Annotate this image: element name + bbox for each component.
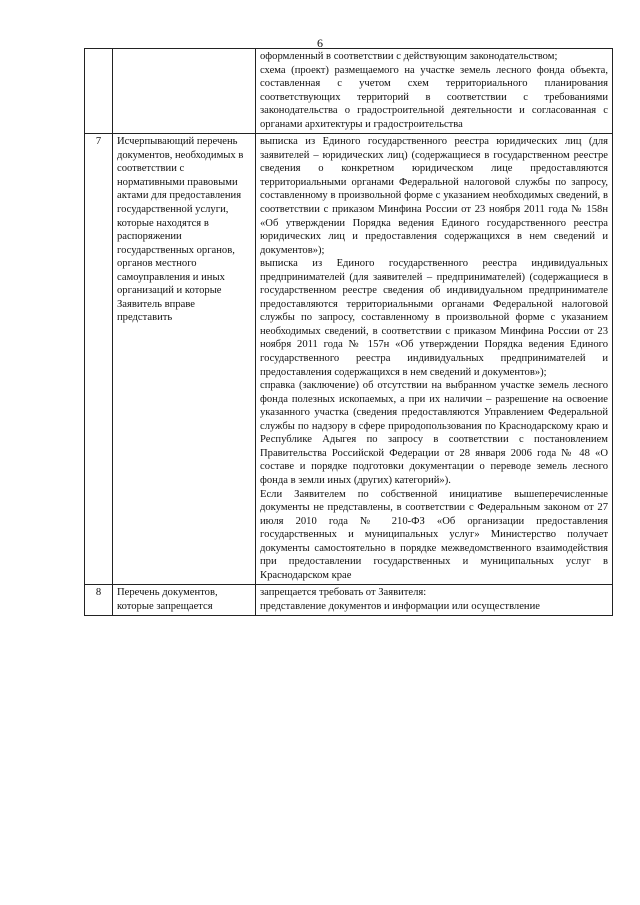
row-content [256,49,613,134]
row-title: Исчерпывающий перечень документов, необходимых в соответствии с нормативными правовыми актами для предоставления государственной услуги, которые находятся в распоряжении государственных органов, органов местного самоуправления и иных организаций и которые Заявитель вправе представить [113,134,256,585]
content-paragraph: схема (проект) размещаемого на участке земель лесного фонда объекта, составленная с учетом схем территориального планирования соответствующих территорий в соответствии с требованиями законодательства о градостроительной деятельности и согласованная с органами архитектуры и градостроительства [260,64,608,130]
content-paragraph: справка (заключение) об отсутствии на выбранном участке земель лесного фонда полезных ископаемых, а при их наличии – разрешение на освоение указанного участка (сведения предоставляются Управлением Федеральной службы по надзору в сфере природопользования по Краснодарскому краю и Республике Адыгея по запросу в соответствии с постановлением Правительства Российской Федерации от 28 января 2006 года № 48 «О составе и порядке подготовки документации о переводе земель лесного фонда в земли иных (других) категорий»). [260,380,608,486]
row-content [256,134,613,585]
table-row [85,134,613,585]
table-row [85,49,613,134]
table-row [85,585,613,616]
content-paragraph: запрещается требовать от Заявителя: [260,587,427,599]
row-number: 7 [85,134,113,585]
content-paragraph: выписка из Единого государственного реестра юридических лиц (для заявителей – юридических лиц) (содержащиеся в государственном реестре сведения о конкретном юридическом лице предоставляются территориальными органами Федеральной налоговой службы по запросу, составленному в произвольной форме с указанием необходимых сведений, в соответствии с приказом Минфина России от 23 ноября 2011 года № 158н «Об утверждении Порядка ведения Единого государственного реестра юридических лиц и предоставления содержащихся в нем сведений и документов»); [260,136,608,256]
regulation-table [84,48,613,616]
row-number [85,49,113,134]
row-title [113,49,256,134]
content-paragraph: оформленный в соответствии с действующим законодательством; [260,51,558,62]
content-paragraph: выписка из Единого государственного реестра индивидуальных предпринимателей (для заявителей – предпринимателей) (содержащиеся в государственном реестре сведения об индивидуальном предпринимателе предоставляются территориальными органами Федеральной налоговой службы по запросу, составленному в произвольной форме с указанием необходимых сведений, в соответствии с приказом Минфина России от 23 ноября 2011 года № 157н «Об утверждении Порядка ведения Единого государственного реестра индивидуальных предпринимателей и предоставления содержащихся в нем сведений и документов»); [260,258,608,378]
page-number: 6 [317,36,323,50]
row-title: Перечень документов, которые запрещается [113,585,256,616]
row-number: 8 [85,585,113,616]
row-content [256,585,613,616]
content-paragraph: Если Заявителем по собственной инициативе вышеперечисленные документы не представлены, в соответствии с Федеральным законом от 27 июля 2010 года № 210-ФЗ «Об организации предоставления государственных и муниципальных услуг» Министерство получает документы самостоятельно в порядке межведомственного взаимодействия при предоставлении государственных и муниципальных услуг в Краснодарском крае [260,488,608,581]
content-paragraph: представление документов и информации или осуществление [260,600,540,612]
